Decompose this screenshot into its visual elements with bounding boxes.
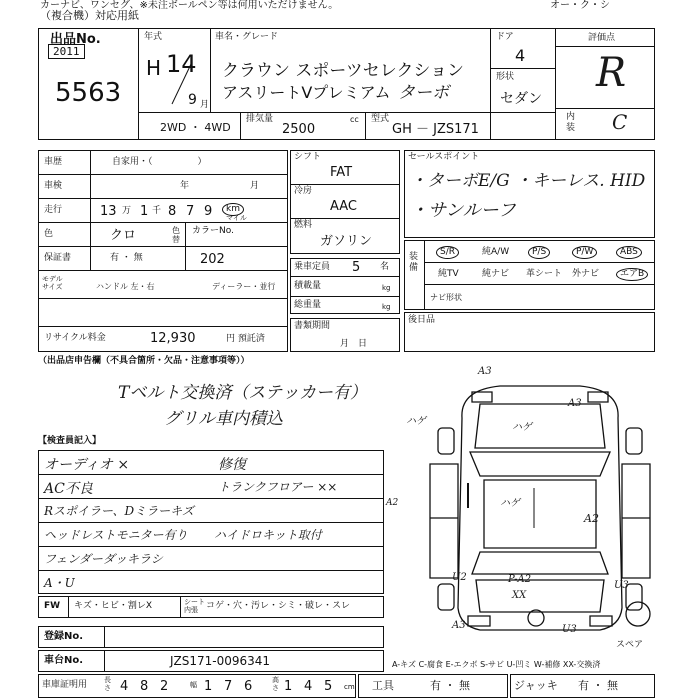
color-code-label: カラーNo.	[192, 226, 234, 236]
damage-legend: A-キズ C-腐食 E-エクボ S-サビ U-凹ミ W-補修 XX-交換済	[392, 660, 601, 669]
dims-label: 車庫証明用	[42, 680, 88, 690]
interior-value: C	[612, 110, 628, 134]
shift-value: FAT	[330, 165, 353, 180]
body-value: セダン	[500, 91, 543, 107]
shift-label: シフト	[294, 152, 322, 162]
color-change-label: 色替	[172, 226, 180, 244]
equip-tv: 純TV	[438, 269, 459, 279]
mileage-unit-mile: マイル	[226, 214, 247, 222]
mark-u2: U2	[452, 572, 467, 583]
interior-label: 内装	[566, 112, 576, 133]
doors-label: ドア	[496, 32, 514, 42]
displacement-label: 排気量	[246, 114, 274, 124]
mark-p-a2: P-A2	[508, 574, 532, 585]
equip-abs: ABS	[616, 246, 642, 259]
weight-unit: kg	[382, 303, 391, 311]
model-name: クラウン スポーツセレクション	[222, 61, 465, 81]
mileage-d2: 7	[186, 204, 195, 219]
seats-section	[404, 312, 655, 352]
rating-label: 評価点	[588, 33, 616, 43]
mileage-man-unit: 万	[122, 206, 132, 216]
mark-xx: XX	[512, 590, 527, 601]
lot-number: 5563	[55, 78, 122, 108]
handle-label: ハンドル 左・右	[96, 282, 155, 291]
displacement-value: 2500	[282, 122, 316, 137]
mark-a2-left: A2	[386, 498, 399, 508]
fw-label: FW	[44, 601, 61, 611]
jack-label: ジャッキ	[514, 679, 558, 692]
load-label: 積載量	[294, 281, 322, 291]
inspector-row3-left: Rスポイラー、Dミラーキズ	[44, 504, 194, 518]
year-label: 年式	[144, 32, 163, 42]
sales-point-line1: ・ターボE/G ・キーレス. HID	[410, 171, 646, 191]
sales-point-label: セールスポイント	[408, 152, 480, 162]
header-line2: （複合機）対応用紙	[40, 9, 139, 22]
recycle-value: 12,930	[150, 331, 196, 346]
capacity-value: 5	[352, 260, 361, 275]
model-label: 車名・グレード	[215, 32, 279, 42]
fw-seat-label: シート 内張	[184, 598, 205, 614]
mark-u3-right: U3	[614, 580, 629, 591]
mark-u3-bottom: U3	[562, 624, 577, 635]
mark-a2-right: A2	[584, 512, 599, 525]
car-diagram	[400, 368, 680, 648]
capacity-unit: 名	[380, 262, 390, 272]
dims-w-label: 幅	[190, 681, 197, 689]
equip-ps: P/S	[528, 246, 550, 259]
spare-label: スペア	[616, 640, 644, 650]
dims-unit: cm	[344, 683, 355, 691]
capacity-label: 乗車定員	[294, 262, 331, 272]
navi-shape-label: ナビ形状	[430, 293, 462, 302]
type-value: GH － JZS171	[392, 122, 479, 137]
inspector-row5-left: フェンダーダッキラシ	[44, 552, 163, 566]
equip-airbag: エアB	[616, 268, 648, 281]
header-top-right: オー・ク・シ	[550, 0, 610, 11]
history-label: 車歴	[44, 157, 63, 167]
color-code: 202	[200, 252, 225, 267]
equip-aw: 純A/W	[482, 247, 510, 257]
year-month: 9	[188, 92, 197, 108]
year-month-unit: 月	[200, 100, 210, 110]
drive-label: 2WD ・ 4WD	[160, 121, 231, 134]
model-notes-label: モデル サイズ	[42, 275, 63, 291]
mark-a3-right: A3	[568, 398, 582, 409]
jack-value: 有 ・ 無	[578, 679, 618, 692]
inspector-row6-left: A・U	[44, 576, 75, 590]
mark-hage-roof: ハゲ	[500, 498, 520, 509]
equipment-label: 装備	[409, 252, 419, 273]
dims-w1: 1	[204, 679, 213, 694]
mileage-sen-unit: 千	[152, 206, 162, 216]
mileage-sen: 1	[140, 204, 149, 219]
dims-w3: 6	[244, 679, 253, 694]
mark-a3-bottom-left: A3	[452, 620, 466, 631]
model-grade-note: ターボ	[398, 83, 449, 103]
warranty-value: 有 ・ 無	[110, 253, 143, 263]
inspector-row4-right: ハイドロキット取付	[214, 528, 322, 542]
inspection-year: 年	[180, 181, 190, 191]
warranty-label: 保証書	[44, 253, 72, 263]
lot-label: 出品No.	[50, 32, 101, 47]
doc-period-label: 書類期間	[294, 321, 331, 331]
notes-line1: Tベルト交換済（ステッカー有）	[118, 383, 367, 403]
inspector-row1-left: オーディオ ×	[44, 457, 130, 473]
mark-a3-top: A3	[478, 366, 492, 377]
model-grade: アスリートVプレミアム	[222, 83, 391, 102]
dims-l-label: 長さ	[104, 676, 111, 692]
inspector-label: 【検査員記入】	[38, 436, 102, 446]
chassis-label: 車台No.	[44, 655, 84, 666]
equip-pw: P/W	[572, 246, 597, 259]
dims-h3: 5	[324, 679, 333, 694]
dealer-label: ディーラー・並行	[212, 282, 276, 291]
dims-l3: 2	[160, 679, 169, 694]
mark-hage-left: ハゲ	[406, 416, 426, 427]
notes-label: （出品店申告欄（不具合箇所・欠品・注意事項等））	[38, 356, 250, 366]
equip-sr: S/R	[436, 246, 459, 259]
fuel-label: 燃料	[294, 220, 313, 230]
tools-label: 工具	[372, 679, 394, 692]
year-value: 14	[166, 50, 197, 78]
fw-text: キズ・ヒビ・割レX	[74, 601, 152, 611]
inspector-row1-right: 修復	[218, 457, 246, 473]
load-unit: kg	[382, 284, 391, 292]
inspector-row4-left: ヘッドレストモニター有り	[44, 528, 188, 542]
chassis-value: JZS171-0096341	[170, 654, 271, 668]
equip-leather: 革シート	[526, 269, 563, 279]
history-value: 自家用・（ ）	[112, 157, 207, 167]
color-label: 色	[44, 229, 54, 239]
tools-value: 有 ・ 無	[430, 679, 470, 692]
notes-line2: グリル車内積込	[164, 409, 283, 429]
fuel-value: ガソリン	[320, 234, 373, 249]
recycle-unit: 円 預託済	[226, 334, 265, 344]
equip-ext-navi: 外ナビ	[572, 269, 600, 279]
header-line1: カーナビ、ワンセグ、※未注ボールペン等は何用いただけません。	[40, 0, 339, 11]
dims-l1: 4	[120, 679, 129, 694]
weight-label: 総重量	[294, 300, 322, 310]
dims-h-label: 高さ	[272, 676, 279, 692]
ac-value: AAC	[330, 199, 357, 214]
lot-stamp: 2011	[48, 44, 85, 59]
doc-period-unit: 月 日	[340, 339, 368, 349]
dims-h2: 4	[304, 679, 313, 694]
fw-seat-text: コゲ・穴・汚レ・シミ・破レ・スレ	[206, 601, 351, 611]
inspection-label: 車検	[44, 181, 63, 191]
recycle-label: リサイクル料金	[44, 333, 106, 343]
year-era: H	[146, 56, 162, 80]
body-label: 形状	[496, 72, 515, 82]
ac-label: 冷房	[294, 186, 313, 196]
mileage-label: 走行	[44, 205, 63, 215]
dims-w2: 7	[224, 679, 233, 694]
mileage-d3: 9	[204, 204, 213, 219]
registration-label: 登録No.	[44, 631, 84, 642]
sales-point-section	[404, 150, 655, 238]
equip-navi: 純ナビ	[482, 269, 510, 279]
type-label: 型式	[371, 114, 390, 124]
sales-point-line2: ・サンルーフ	[410, 200, 516, 221]
displacement-unit: cc	[350, 115, 359, 124]
inspection-month: 月	[250, 181, 260, 191]
mark-hage-center: ハゲ	[512, 422, 532, 433]
mileage-unit-km: km	[222, 203, 244, 216]
seats-label: 後日品	[408, 315, 436, 325]
mileage-man: 13	[100, 204, 117, 219]
rating-value: R	[596, 50, 627, 96]
dims-h1: 1	[284, 679, 293, 694]
doors-value: 4	[515, 46, 526, 65]
color-value: クロ	[110, 228, 137, 243]
inspector-row2-left: AC不良	[44, 481, 93, 497]
registration-section	[38, 626, 384, 648]
mileage-d1: 8	[168, 204, 177, 219]
dims-l2: 8	[140, 679, 149, 694]
inspector-row2-right: トランクフロアー ××	[218, 480, 338, 494]
